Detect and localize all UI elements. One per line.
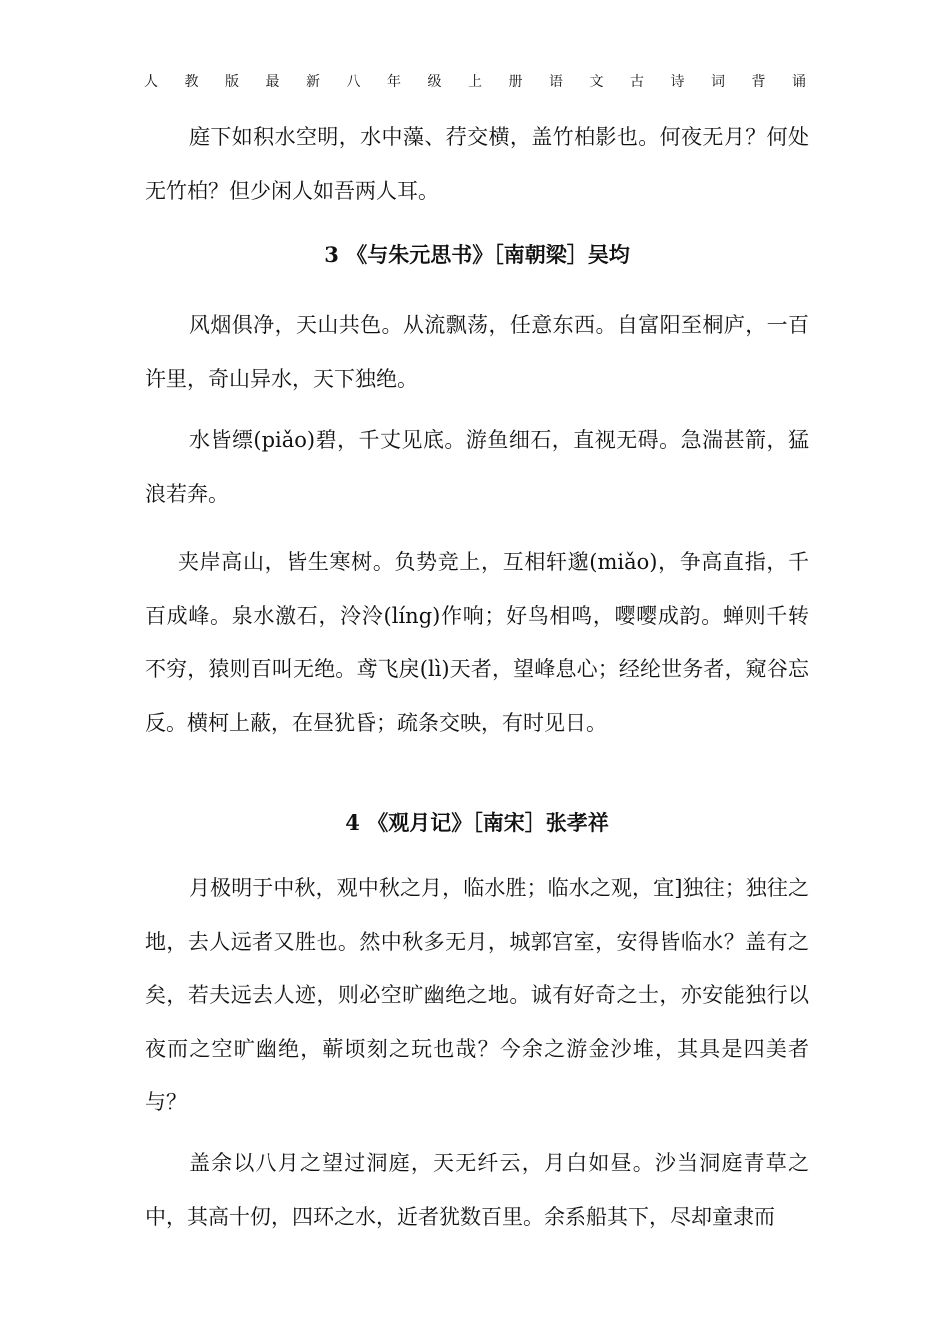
header-char: 年 (387, 74, 401, 90)
header-char: 文 (589, 74, 604, 90)
header-char: 上 (468, 74, 482, 90)
section-title-4: 4 《观月记》［南宋］张孝祥 (345, 810, 609, 835)
paragraph-3: 夹岸高山，皆生寒树。负势竞上，互相轩邈(miǎo)，争高直指，千百成峰。泉水激石，泠泠(líng)作响；好鸟相鸣，嘤嘤成韵。蝉则千转不穷，猿则百叫无绝。鸢飞戾(lì)天者，望峰息心；经纶世务者，窥谷忘反。横柯上蔽，在昼犹昏；疏条交映，有时见日。 (145, 550, 809, 735)
section-title-3: 3 《与朱元思书》［南朝梁］吴均 (324, 242, 630, 267)
header-char: 版 (225, 74, 239, 90)
header-char: 诵 (792, 74, 806, 90)
header-char: 词 (711, 74, 725, 90)
paragraph-4: 月极明于中秋，观中秋之月，临水胜；临水之观，宜]独往；独往之地，去人远者又胜也。然中秋多无月，城郭宫室，安得皆临水？盖有之矣，若夫远去人迹，则必空旷幽绝之地。诚有好奇之士，亦安能独行以夜而之空旷幽绝，蕲顷刻之玩也哉？今余之游金沙堆，其具是四美者与？ (145, 876, 809, 1114)
header-char: 级 (427, 74, 442, 90)
paragraph-2: 水皆缥(piǎo)碧，千丈见底。游鱼细石，直视无碍。急湍甚箭，猛浪若奔。 (145, 428, 809, 506)
paragraph-1: 风烟俱净，天山共色。从流飘荡，任意东西。自富阳至桐庐，一百许里，奇山异水，天下独绝。 (145, 313, 809, 391)
header-char: 语 (549, 74, 563, 90)
header-char: 人 (144, 74, 158, 90)
header-char: 最 (265, 74, 280, 90)
paragraph-continued: 庭下如积水空明，水中藻、荇交横，盖竹柏影也。何夜无月？何处无竹柏？但少闲人如吾两人耳。 (145, 125, 809, 203)
header-char: 教 (184, 74, 199, 90)
header-char: 背 (751, 74, 766, 90)
paragraph-5: 盖余以八月之望过洞庭，天无纤云，月白如昼。沙当洞庭青草之中，其高十仞，四环之水，近者犹数百里。余系船其下，尽却童隶而 (145, 1151, 809, 1229)
header-char: 古 (630, 74, 644, 90)
header-char: 新 (306, 74, 320, 90)
header-char: 册 (508, 74, 523, 90)
header-char: 八 (346, 74, 361, 90)
header-char: 诗 (670, 74, 685, 90)
page-header (144, 72, 806, 92)
